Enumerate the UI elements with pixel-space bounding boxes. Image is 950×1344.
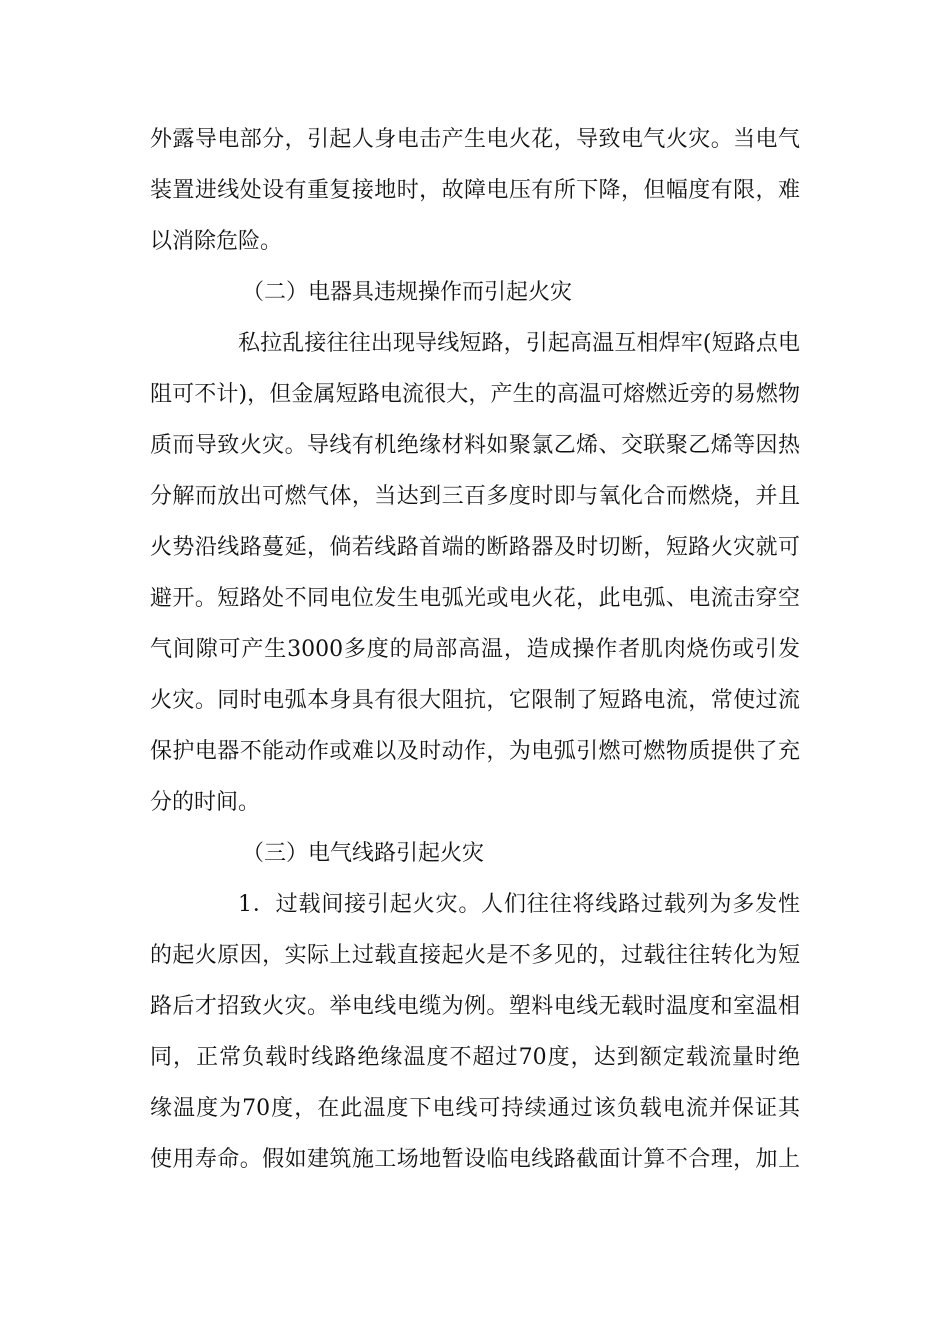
paragraph-3-line-2: 的起火原因，实际上过载直接起火是不多见的，过载往往转化为短 bbox=[150, 943, 800, 968]
section-heading-3: （三）电气线路引起火灾 bbox=[242, 841, 485, 866]
paragraph-2-line-8: 火灾。同时电弧本身具有很大阻抗，它限制了短路电流，常使过流 bbox=[150, 688, 800, 713]
paragraph-2-line-10: 分的时间。 bbox=[150, 790, 261, 815]
paragraph-2-line-9: 保护电器不能动作或难以及时动作，为电弧引燃可燃物质提供了充 bbox=[150, 739, 800, 764]
paragraph-2-line-1: 私拉乱接往往出现导线短路，引起高温互相焊牢(短路点电 bbox=[238, 331, 800, 356]
paragraph-3-line-1: 1．过载间接引起火灾。人们往往将线路过载列为多发性 bbox=[238, 892, 800, 917]
paragraph-3-line-4: 同，正常负载时线路绝缘温度不超过70度，达到额定载流量时绝 bbox=[150, 1045, 800, 1070]
paragraph-2-line-4: 分解而放出可燃气体，当达到三百多度时即与氧化合而燃烧，并且 bbox=[150, 484, 800, 509]
paragraph-2-line-6: 避开。短路处不同电位发生电弧光或电火花，此电弧、电流击穿空 bbox=[150, 586, 800, 611]
paragraph-3-line-6: 使用寿命。假如建筑施工场地暂设临电线路截面计算不合理，加上 bbox=[150, 1147, 800, 1172]
paragraph-3-line-3: 路后才招致火灾。举电线电缆为例。塑料电线无载时温度和室温相 bbox=[150, 994, 800, 1019]
document-body bbox=[150, 114, 800, 1185]
paragraph-2-line-5: 火势沿线路蔓延，倘若线路首端的断路器及时切断，短路火灾就可 bbox=[150, 535, 800, 560]
paragraph-2-line-3: 质而导致火灾。导线有机绝缘材料如聚氯乙烯、交联聚乙烯等因热 bbox=[150, 433, 800, 458]
paragraph-2-line-7: 气间隙可产生3000多度的局部高温，造成操作者肌肉烧伤或引发 bbox=[150, 637, 800, 662]
paragraph-3-line-5: 缘温度为70度，在此温度下电线可持续通过该负载电流并保证其 bbox=[150, 1096, 800, 1121]
paragraph-1-line-1: 外露导电部分，引起人身电击产生电火花，导致电气火灾。当电气 bbox=[150, 127, 800, 152]
section-heading-2: （二）电器具违规操作而引起火灾 bbox=[242, 280, 573, 305]
paragraph-2-line-2: 阻可不计)，但金属短路电流很大，产生的高温可熔燃近旁的易燃物 bbox=[150, 382, 800, 407]
paragraph-1-line-2: 装置进线处设有重复接地时，故障电压有所下降，但幅度有限，难 bbox=[150, 178, 800, 203]
paragraph-1-line-3: 以消除危险。 bbox=[150, 229, 283, 254]
